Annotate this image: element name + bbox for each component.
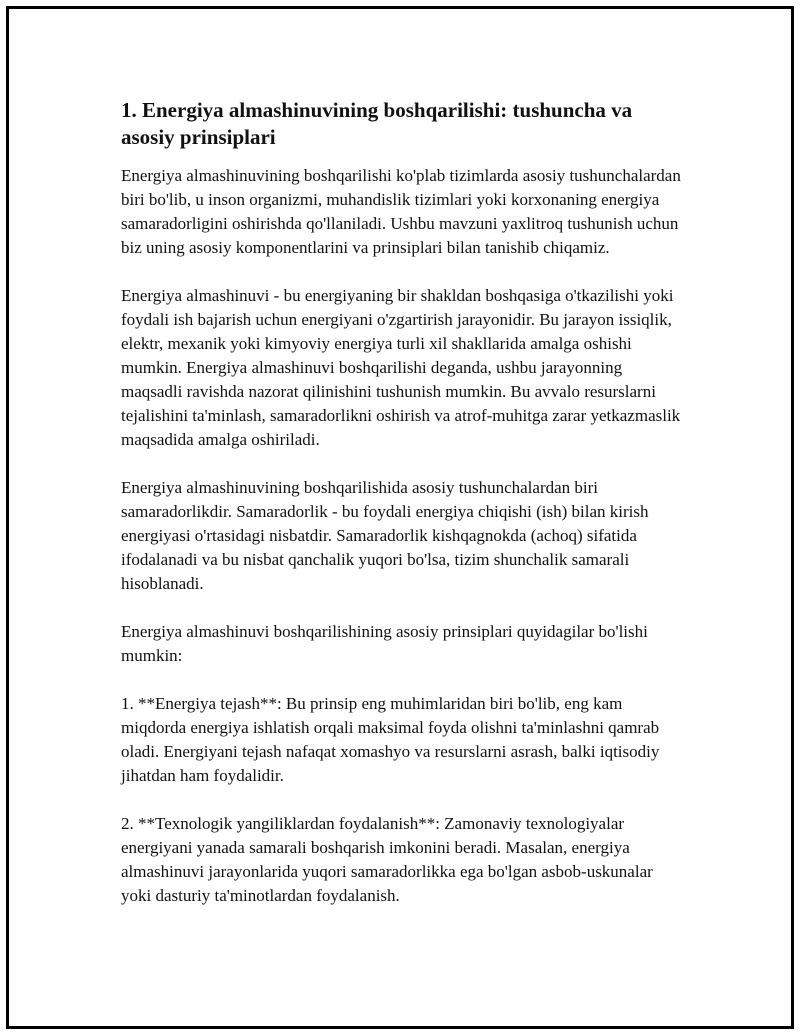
paragraph-efficiency: Energiya almashinuvining boshqarilishida asosiy tushunchalardan biri samaradorlikdir. Samaradorlik - bu foydali energiya chiqishi (ish) bilan kirish energiyasi o'rtasidagi nisbatdir. Samaradorlik kishqagnokda (achoq) sifatida ifodalanadi va bu nisbat qanchalik yuqori bo'lsa, tizim shunchalik samarali hisoblanadi.	[121, 478, 649, 593]
paragraph-intro: Energiya almashinuvining boshqarilishi ko'plab tizimlarda asosiy tushunchalardan biri bo'lib, u inson organizmi, muhandislik tizimlari yoki korxonaning energiya samaradorligini oshirishda qo'llaniladi. Ushbu mavzuni yaxlitroq tushunish uchun biz uning asosiy komponentlarini va prinsiplari bilan tanishib chiqamiz.	[121, 166, 681, 257]
page-frame	[6, 6, 794, 1029]
list-item-energy-saving: 1. **Energiya tejash**: Bu prinsip eng muhimlaridan biri bo'lib, eng kam miqdorda energiya ishlatish orqali maksimal foyda olishni ta'minlashni qamrab oladi. Energiyani tejash nafaqat xomashyo va resurslarni asrash, balki iqtisodiy jihatdan ham foydalidir.	[121, 694, 660, 785]
document-body	[121, 97, 681, 932]
list-item-technology: 2. **Texnologik yangiliklardan foydalanish**: Zamonaviy texnologiyalar energiyani yanada samarali boshqarish imkonini beradi. Masalan, energiya almashinuvi jarayonlarida yuqori samaradorlikka ega bo'lgan asbob-uskunalar yoki dasturiy ta'minotlardan foydalanish.	[121, 814, 653, 905]
paragraph-definition: Energiya almashinuvi - bu energiyaning bir shakldan boshqasiga o'tkazilishi yoki foydali ish bajarish uchun energiyani o'zgartirish jarayonidir. Bu jarayon issiqlik, elektr, mexanik yoki kimyoviy energiya turli xil shakllarida amalga oshishi mumkin. Energiya almashinuvi boshqarilishi deganda, ushbu jarayonning maqsadli ravishda nazorat qilinishini tushunish mumkin. Bu avvalo resurslarni tejalishini ta'minlash, samaradorlikni oshirish va atrof-muhitga zarar yetkazmaslik maqsadida amalga oshiriladi.	[121, 286, 681, 449]
document-title: 1. Energiya almashinuvining boshqarilishi: tushuncha va asosiy prinsiplari	[121, 98, 633, 149]
paragraph-principles-intro: Energiya almashinuvi boshqarilishining asosiy prinsiplari quyidagilar bo'lishi mumkin:	[121, 622, 648, 665]
